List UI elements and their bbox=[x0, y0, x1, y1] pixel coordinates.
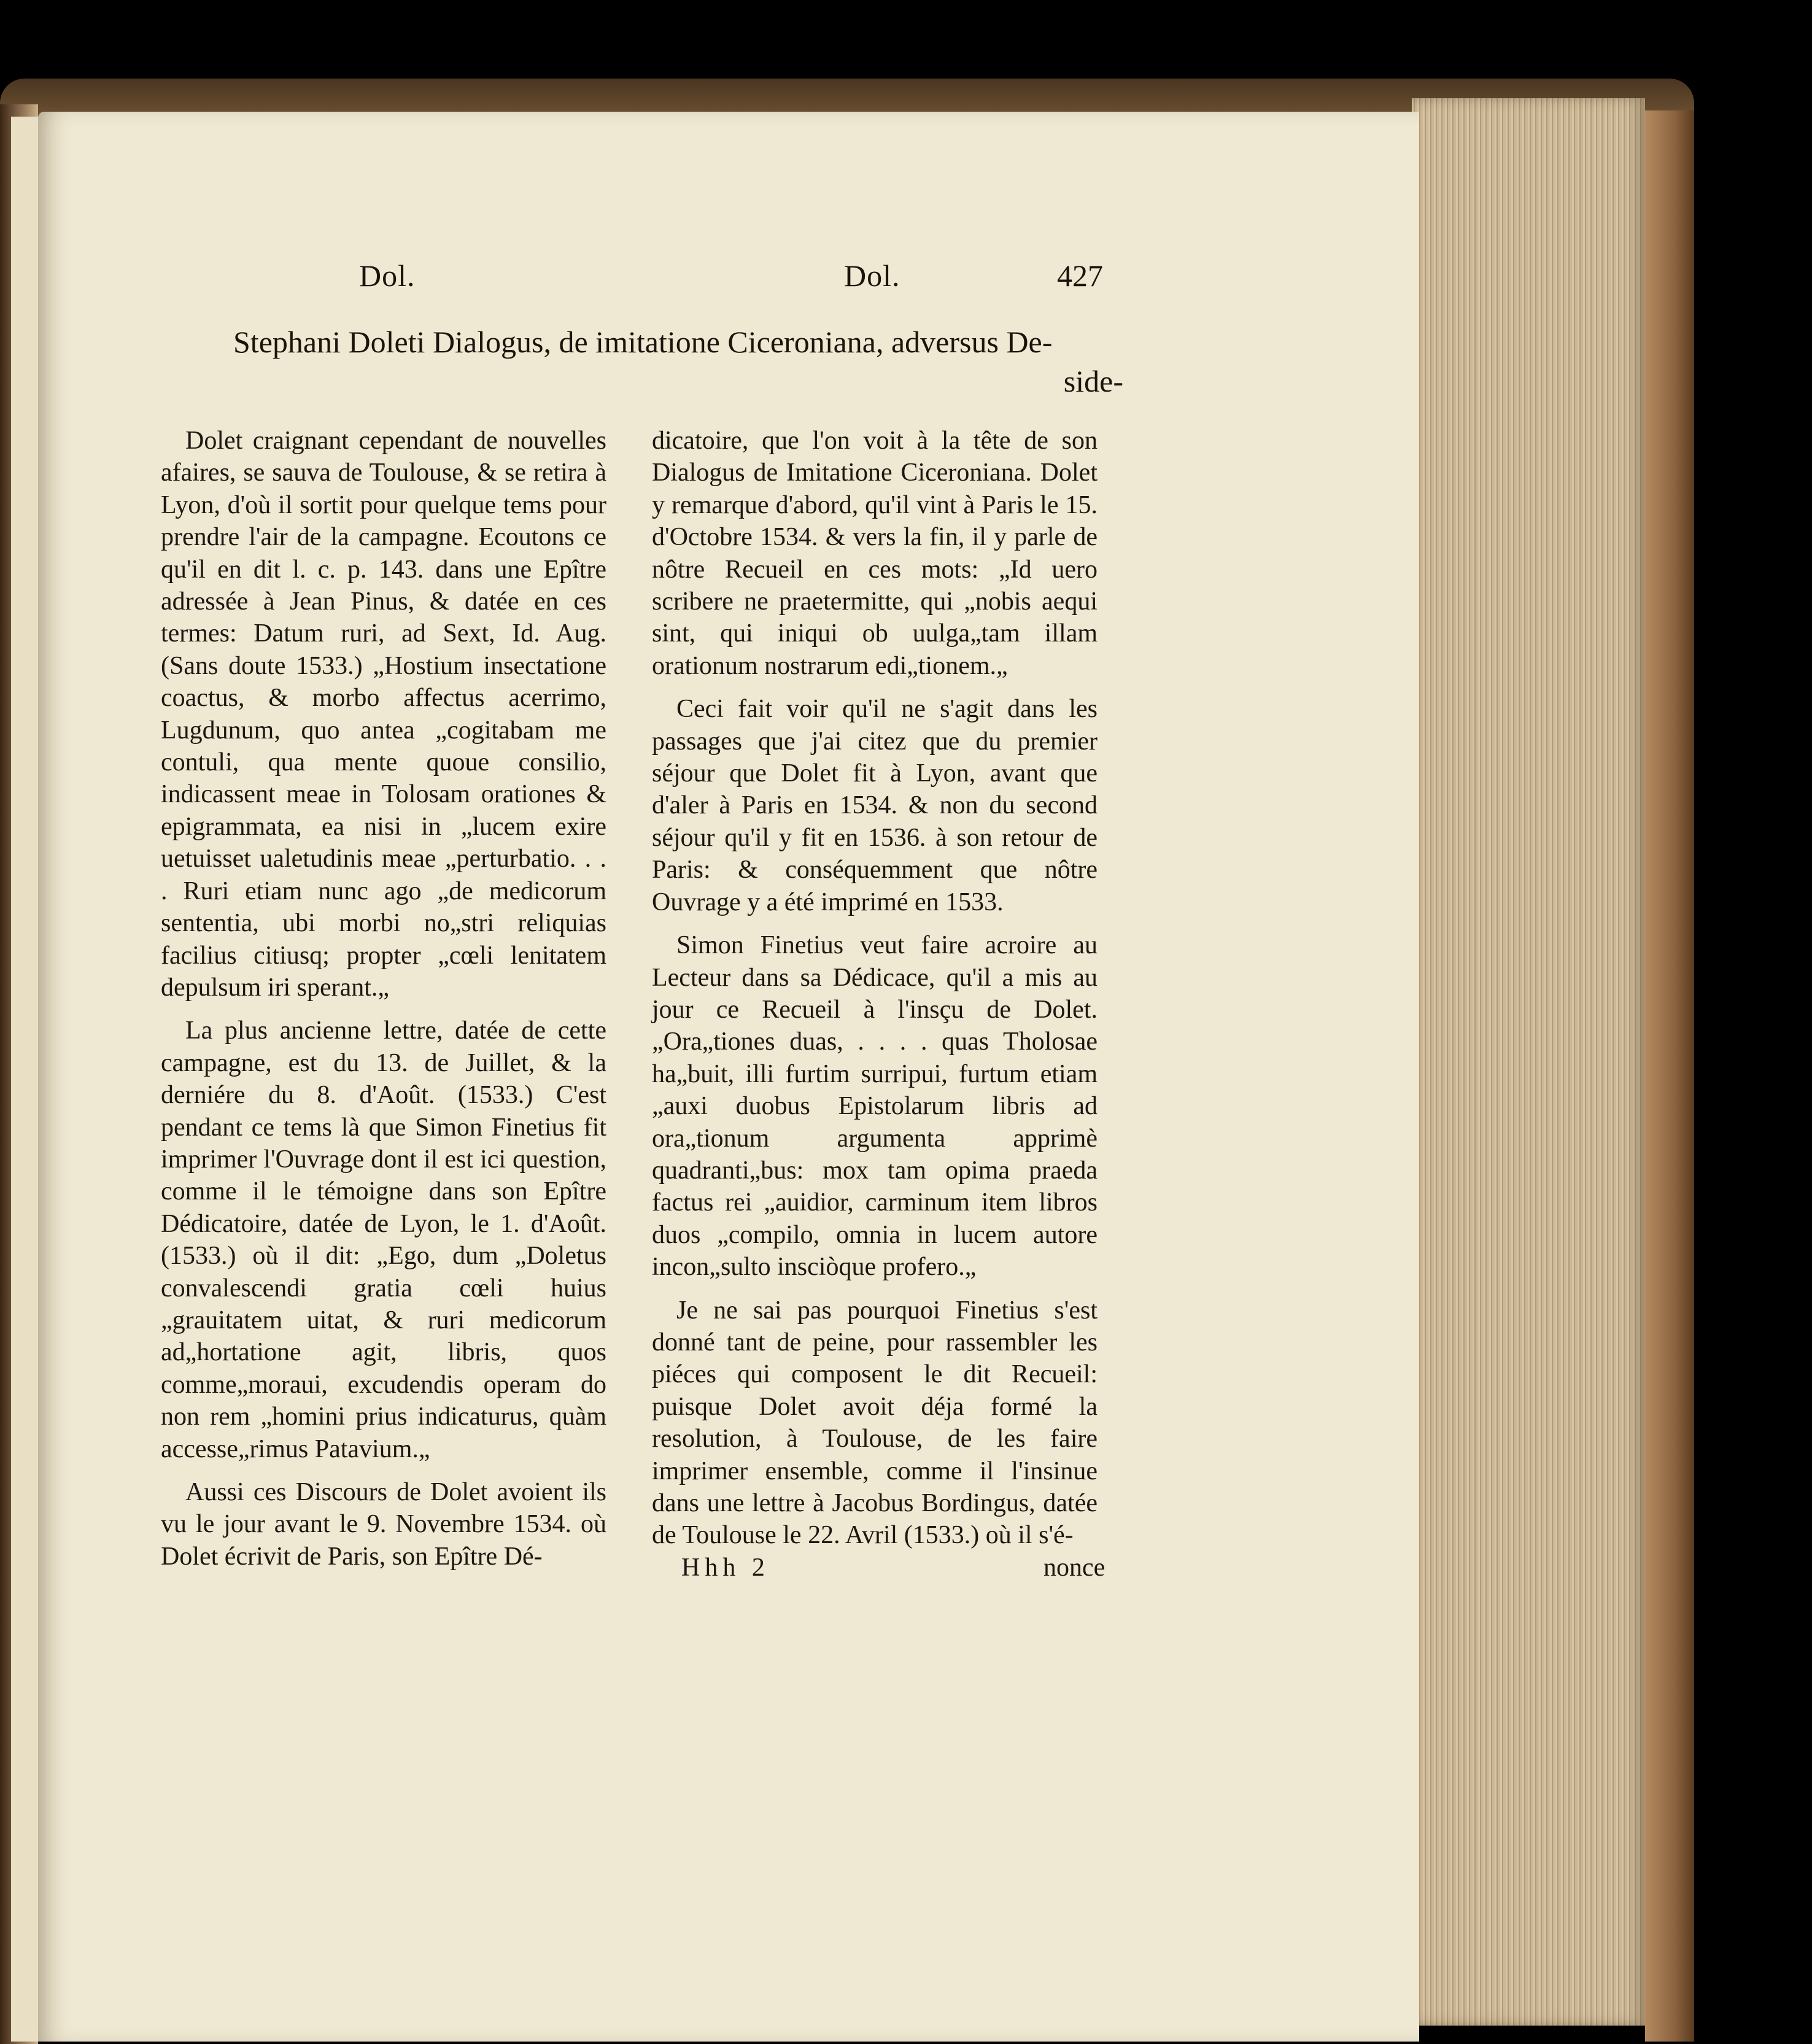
left-paragraph-3: Aussi ces Discours de Dolet avoient ils vu le jour avant le 9. Novembre 1534. où Dolet écrivit de Paris, son Epître Dé- bbox=[161, 1478, 606, 1571]
catchword: nonce bbox=[1043, 1554, 1105, 1582]
left-running-head: Dol. bbox=[359, 258, 416, 293]
right-paragraph-3: Simon Finetius veut faire acroire au Lecteur dans sa Dédicace, qu'il a mis au jour ce Recueil à l'insçu de Dolet. „Ora„tiones duas, . . . . quas Tholosae ha„buit, illi furtim surripui, furtum etiam „auxi duobus Epistolarum libris ad ora„tionum argumenta apprimè quadranti„bus: mox tam opima praeda factus rei „auidior, carminum item libros duos „compilo, omnia in lucem autore incon„sulto insciòque profero.„ bbox=[652, 931, 1098, 1282]
left-paragraph-1: Dolet craignant cependant de nouvelles afaires, se sauva de Toulouse, & se retira à Lyon, d'où il sortit pour quelque tems pour prendre l'air de la campagne. Ecoutons ce qu'il en dit l. c. p. 143. dans une Epître adressée à Jean Pinus, & datée en ces termes: Datum ruri, ad Sext, Id. Aug. (Sans doute 1533.) „Hostium insectatione coactus, & morbo affectus acerrimo, Lugdunum, quo antea „cogitabam me contuli, qua mente quoue consilio, indicassent meae in Tolosam orationes & epigrammata, ea nisi in „lucem exire uetuisset ualetudinis meae „perturbatio. . . . Ruri etiam nunc ago „de medicorum sententia, ubi morbi no„stri reliquias facilius citiusq; propter „cœli lenitatem depulsum iri sperant.„ bbox=[161, 427, 606, 1002]
page-block-edges bbox=[1412, 98, 1645, 2026]
right-paragraph-2: Ceci fait voir qu'il ne s'agit dans les passages que j'ai citez que du premier séjour que Dolet fit à Lyon, avant que d'aler à Paris en 1534. & non du second séjour qu'il y fit en 1536. à son retour de Paris: & conséquemment que nôtre Ouvrage y a été imprimé en 1533. bbox=[652, 695, 1098, 916]
entry-title bbox=[233, 322, 1123, 401]
book-right-cover bbox=[1645, 110, 1694, 2042]
left-column bbox=[161, 425, 606, 1584]
entry-title-line-1: Stephani Doleti Dialogus, de imitatione Ciceroniana, adversus De- bbox=[233, 325, 1053, 359]
entry-title-line-2: side- bbox=[1063, 364, 1123, 398]
right-column bbox=[652, 425, 1098, 1563]
signature-mark: Hhh 2 bbox=[681, 1554, 770, 1582]
center-running-head: Dol. bbox=[844, 258, 900, 293]
left-page-edge bbox=[11, 117, 39, 2042]
page-number: 427 bbox=[1057, 258, 1103, 293]
right-paragraph-1: dicatoire, que l'on voit à la tête de son Dialogus de Imitatione Ciceroniana. Dolet y remarque d'abord, qu'il vint à Paris le 15. d'Octobre 1534. & vers la fin, il y parle de nôtre Recueil en ces mots: „Id uero scribere ne praetermitte, qui „nobis aequi sint, qui iniqui ob uulga„tam illam orationum nostrarum edi„tionem.„ bbox=[652, 427, 1098, 680]
right-paragraph-4: Je ne sai pas pourquoi Finetius s'est donné tant de peine, pour rassembler les piéces qui composent le dit Recueil: puisque Dolet avoit déja formé la resolution, à Toulouse, de les faire imprimer ensemble, comme il l'insinue dans une lettre à Jacobus Bordingus, datée de Toulouse le 22. Avril (1533.) où il s'é- bbox=[652, 1296, 1098, 1550]
left-paragraph-2: La plus ancienne lettre, datée de cette campagne, est du 13. de Juillet, & la derniére du 8. d'Août. (1533.) C'est pendant ce tems là que Simon Finetius fit imprimer l'Ouvrage dont il est ici question, comme il le témoigne dans son Epître Dédicatoire, datée de Lyon, le 1. d'Août. (1533.) où il dit: „Ego, dum „Doletus convalescendi gratia cœli huius „grauitatem uitat, & ruri medicorum ad„hortatione agit, libris, quos comme„moraui, excudendis operam do non rem „homini prius indicaturus, quàm accesse„rimus Patavium.„ bbox=[161, 1016, 606, 1463]
